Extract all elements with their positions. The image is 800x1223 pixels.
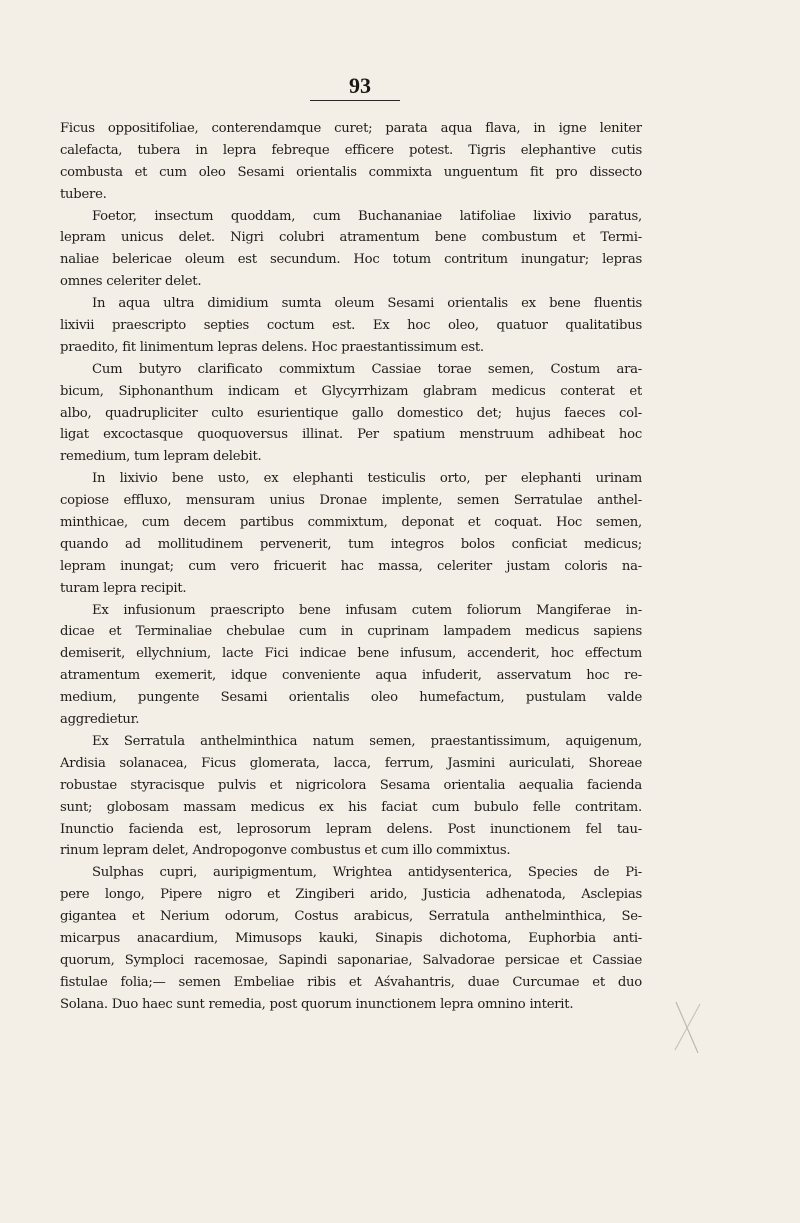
text-line: aggredietur. <box>60 712 140 728</box>
text-line: ligat excoctasque quoquoversus illinat. Per spatium menstruum adhibeat hoc <box>60 427 642 443</box>
text-line: Ex infusionum praescripto bene infusam cutem foliorum Mangiferae in- <box>92 602 642 618</box>
page-number-rule <box>310 100 400 101</box>
text-line: dicae et Terminaliae chebulae cum in cuprinam lampadem medicus sapiens <box>60 624 642 640</box>
text-line: gigantea et Nerium odorum, Costus arabicus, Serratula anthelminthica, Se- <box>60 909 642 925</box>
text-line: remedium, tum lepram delebit. <box>60 449 262 465</box>
text-line: praedito, fit linimentum lepras delens. Hoc praestantissimum est. <box>60 339 484 355</box>
text-line: turam lepra recipit. <box>60 580 187 596</box>
text-line: minthicae, cum decem partibus commixtum, deponat et coquat. Hoc semen, <box>60 515 642 531</box>
pencil-mark-icon <box>672 1000 702 1055</box>
text-line: copiose effluxo, mensuram unius Dronae implente, semen Serratulae anthel- <box>60 493 642 509</box>
text-body <box>60 118 642 1016</box>
text-line: demiserit, ellychnium, lacte Fici indicae bene infusum, accenderit, hoc effectum <box>60 646 642 662</box>
text-line: omnes celeriter delet. <box>60 274 202 290</box>
text-line: Foetor, insectum quoddam, cum Buchananiae latifoliae lixivio paratus, <box>92 208 642 224</box>
text-line: Ex Serratula anthelminthica natum semen, praestantissimum, aquigenum, <box>92 733 642 749</box>
text-line: lepram unicus delet. Nigri colubri atramentum bene combustum et Termi- <box>60 230 642 246</box>
text-line: bicum, Siphonanthum indicam et Glycyrrhizam glabram medicus conterat et <box>60 383 642 399</box>
text-line: atramentum exemerit, idque conveniente aqua infuderit, asservatum hoc re- <box>60 668 642 684</box>
text-line: Ardisia solanacea, Ficus glomerata, lacca, ferrum, Jasmini auriculati, Shoreae <box>60 755 642 771</box>
text-line: Solana. Duo haec sunt remedia, post quorum inunctionem lepra omnino interit. <box>60 996 574 1012</box>
text-line: Cum butyro clarificato commixtum Cassiae torae semen, Costum ara- <box>92 361 642 377</box>
text-line: lixivii praescripto septies coctum est. Ex hoc oleo, quatuor qualitatibus <box>60 318 642 334</box>
text-line: Ficus oppositifoliae, conterendamque curet; parata aqua flava, in igne leniter <box>60 121 642 136</box>
text-line: tubere. <box>60 186 107 202</box>
text-line: calefacta, tubera in lepra febreque efficere potest. Tigris elephantive cutis <box>60 142 642 158</box>
text-line: lepram inungat; cum vero fricuerit hac massa, celeriter justam coloris na- <box>60 558 642 574</box>
text-line: robustae styracisque pulvis et nigricolora Sesama orientalia aequalia facienda <box>60 777 642 793</box>
text-line: Sulphas cupri, auripigmentum, Wrightea antidysenterica, Species de Pi- <box>92 865 642 881</box>
text-line: In aqua ultra dimidium sumta oleum Sesami orientalis ex bene fluentis <box>92 296 642 312</box>
text-line: pere longo, Pipere nigro et Zingiberi arido, Justicia adhenatoda, Asclepias <box>60 887 642 903</box>
text-line: albo, quadrupliciter culto esurientique gallo domestico det; hujus faeces col- <box>60 405 642 421</box>
text-line: Inunctio facienda est, leprosorum lepram delens. Post inunctionem fel tau- <box>60 821 642 837</box>
text-line: naliae belericae oleum est secundum. Hoc totum contritum inungatur; lepras <box>60 252 642 268</box>
text-line: medium, pungente Sesami orientalis oleo humefactum, pustulam valde <box>60 690 642 706</box>
text-line: quorum, Symploci racemosae, Sapindi saponariae, Salvadorae persicae et Cassiae <box>60 952 642 968</box>
text-line: rinum lepram delet, Andropogonve combustus et cum illo commixtus. <box>60 843 511 859</box>
text-line: combusta et cum oleo Sesami orientalis commixta unguentum fit pro dissecto <box>60 164 642 180</box>
text-line: sunt; globosam massam medicus ex his faciat cum bubulo felle contritam. <box>60 799 642 815</box>
text-line: micarpus anacardium, Mimusops kauki, Sinapis dichotoma, Euphorbia anti- <box>60 930 642 946</box>
text-line: quando ad mollitudinem pervenerit, tum integros bolos conficiat medicus; <box>60 536 642 552</box>
text-line: fistulae folia;— semen Embeliae ribis et Aśvahantris, duae Curcumae et duo <box>60 974 642 990</box>
text-line: In lixivio bene usto, ex elephanti testiculis orto, per elephanti urinam <box>92 471 642 487</box>
page-number: 93 <box>349 73 371 98</box>
